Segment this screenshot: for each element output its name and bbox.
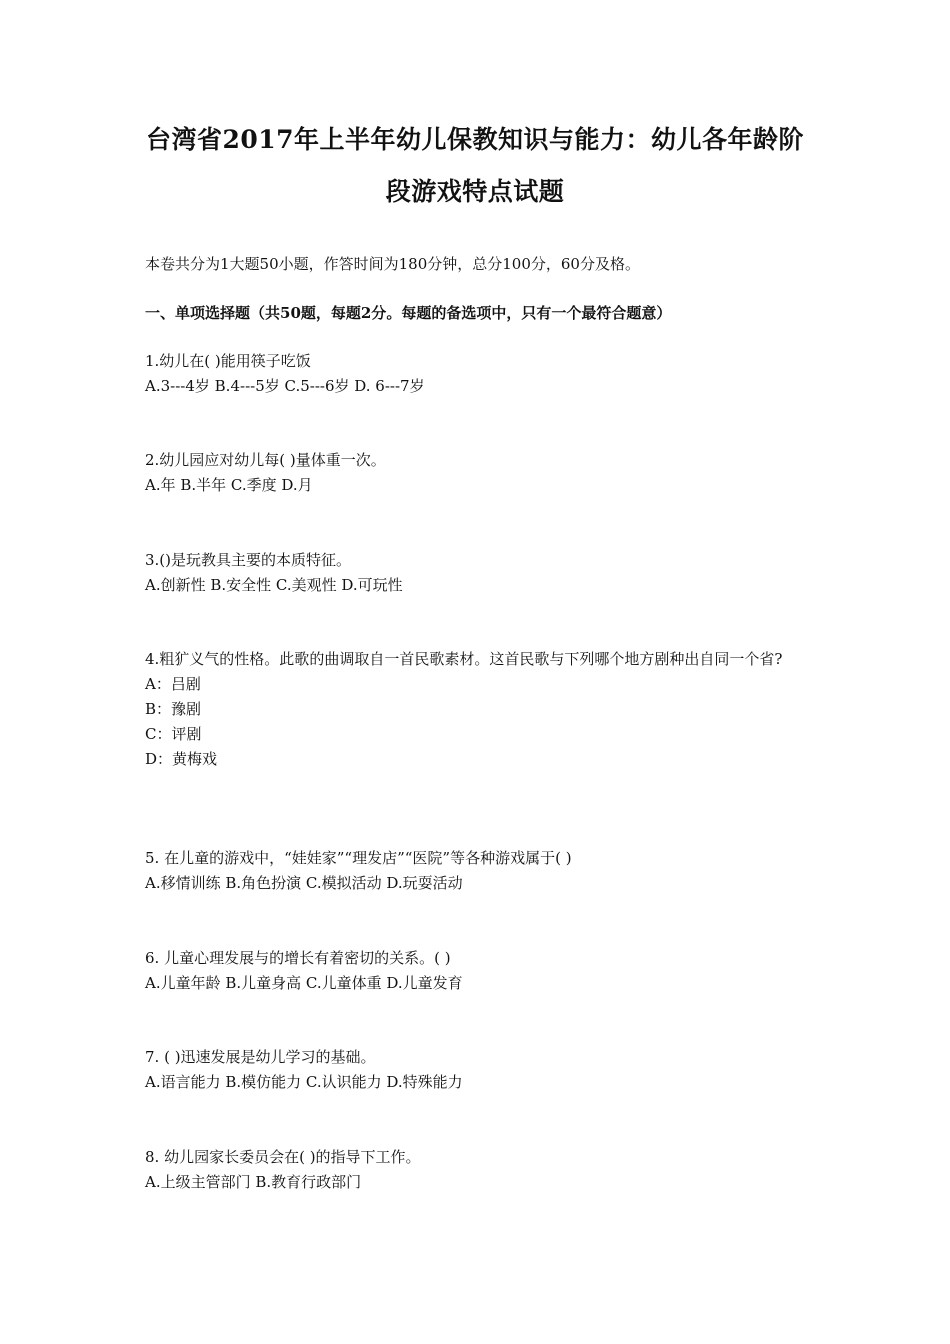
question-option-c: C：评剧 bbox=[145, 725, 202, 743]
question-options: A.语言能力 B.模仿能力 C.认识能力 D.特殊能力 bbox=[145, 1073, 463, 1091]
question-options: A.移情训练 B.角色扮演 C.模拟活动 D.玩耍活动 bbox=[145, 874, 463, 892]
question-option-a: A：吕剧 bbox=[145, 675, 201, 693]
question-options: A.年 B.半年 C.季度 D.月 bbox=[145, 476, 313, 494]
question-stem: 6. 儿童心理发展与的增长有着密切的关系。( ) bbox=[145, 949, 451, 967]
question-7 bbox=[145, 1045, 825, 1095]
section-heading: 一、单项选择题（共50题，每题2分。每题的备选项中，只有一个最符合题意） bbox=[145, 304, 672, 322]
question-options: A.3---4岁 B.4---5岁 C.5---6岁 D. 6---7岁 bbox=[145, 377, 425, 395]
document-title-line-2: 段游戏特点试题 bbox=[385, 177, 565, 206]
question-stem: 7. ( )迅速发展是幼儿学习的基础。 bbox=[145, 1048, 376, 1066]
question-stem: 3.()是玩教具主要的本质特征。 bbox=[145, 551, 352, 569]
question-2 bbox=[145, 448, 825, 498]
document-title-line-1: 台湾省2017年上半年幼儿保教知识与能力：幼儿各年龄阶 bbox=[145, 125, 805, 154]
question-option-d: D：黄梅戏 bbox=[145, 750, 218, 768]
question-8 bbox=[145, 1145, 825, 1195]
question-stem: 4.粗犷义气的性格。此歌的曲调取自一首民歌素材。这首民歌与下列哪个地方剧种出自同一个省? bbox=[145, 650, 783, 668]
question-4 bbox=[145, 647, 825, 772]
question-6 bbox=[145, 946, 825, 996]
question-3 bbox=[145, 548, 825, 598]
question-stem: 2.幼儿园应对幼儿每( )量体重一次。 bbox=[145, 451, 386, 469]
question-1 bbox=[145, 349, 825, 399]
question-options: A.创新性 B.安全性 C.美观性 D.可玩性 bbox=[145, 576, 403, 594]
question-options: A.儿童年龄 B.儿童身高 C.儿童体重 D.儿童发育 bbox=[145, 974, 463, 992]
question-stem: 1.幼儿在( )能用筷子吃饭 bbox=[145, 352, 311, 370]
exam-intro: 本卷共分为1大题50小题，作答时间为180分钟，总分100分，60分及格。 bbox=[145, 255, 640, 273]
question-stem: 8. 幼儿园家长委员会在( )的指导下工作。 bbox=[145, 1148, 421, 1166]
question-5 bbox=[145, 846, 825, 896]
question-stem: 5. 在儿童的游戏中，“娃娃家”“理发店”“医院”等各种游戏属于( ) bbox=[145, 849, 572, 867]
question-option-b: B：豫剧 bbox=[145, 700, 202, 718]
question-options: A.上级主管部门 B.教育行政部门 bbox=[145, 1173, 362, 1191]
